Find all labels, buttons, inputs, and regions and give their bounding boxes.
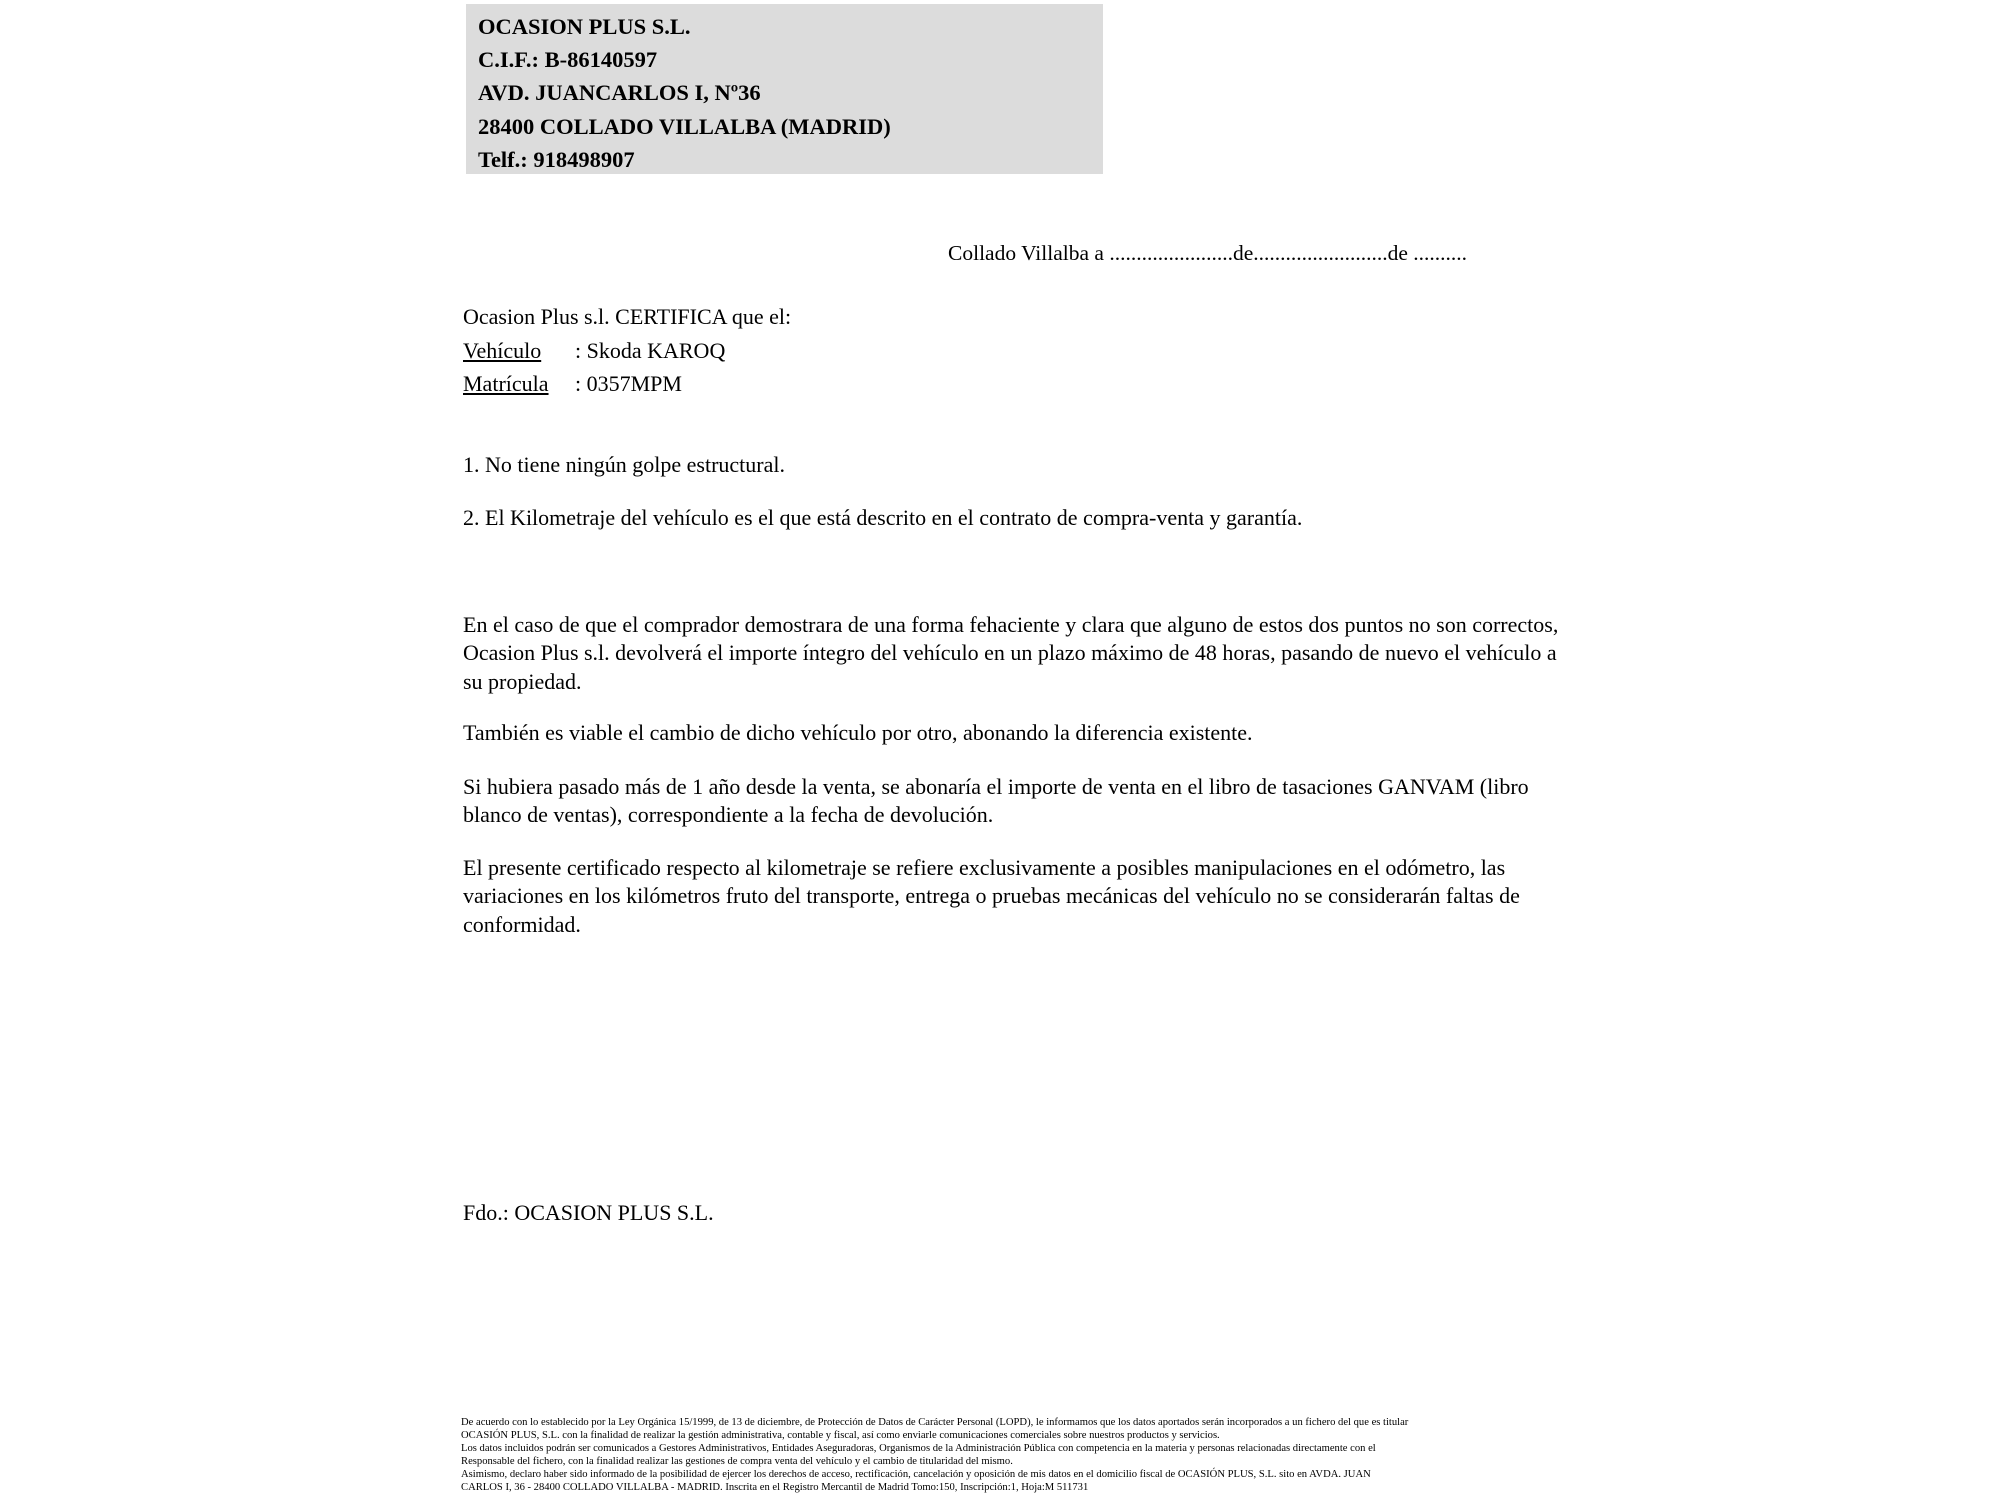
ganvam-paragraph: Si hubiera pasado más de 1 año desde la venta, se abonaría el importe de venta en el libro de tasaciones GANVAM (libro blanco de ventas), correspondiente a la fecha de devolución. bbox=[463, 774, 1529, 828]
signature-line: Fdo.: OCASION PLUS S.L. bbox=[463, 1200, 714, 1225]
legal-line: Asimismo, declaro haber sido informado de la posibilidad de ejercer los derechos de acceso, rectificación, cancelación y oposición de mis datos en el domicilio fiscal de OCASIÓN PLUS, S.L. sito en AVDA. JUAN bbox=[461, 1468, 1371, 1480]
company-address: AVD. JUANCARLOS I, Nº36 bbox=[478, 80, 761, 106]
refund-paragraph: En el caso de que el comprador demostrara de una forma fehaciente y clara que alguno de estos dos puntos no son correctos, Ocasion Plus s.l. devolverá el importe íntegro del vehículo en un plazo máximo de 48 horas, pasando de nuevo el vehículo a su propiedad. bbox=[463, 612, 1559, 694]
condition-1: 1. No tiene ningún golpe estructural. bbox=[463, 452, 785, 477]
vehicle-field bbox=[463, 334, 791, 368]
legal-line: De acuerdo con lo establecido por la Ley Orgánica 15/1999, de 13 de diciembre, de Protección de Datos de Carácter Personal (LOPD), le informamos que los datos aportados serán incorporados a un fichero del que es titular bbox=[461, 1417, 1409, 1428]
certification-intro: Ocasion Plus s.l. CERTIFICA que el: bbox=[463, 304, 792, 329]
company-name: OCASION PLUS S.L. bbox=[478, 14, 691, 39]
vehicle-value: : Skoda KAROQ bbox=[575, 337, 726, 363]
plate-field bbox=[463, 367, 791, 401]
legal-notice bbox=[461, 1417, 1408, 1495]
company-header bbox=[466, 4, 1103, 174]
exchange-paragraph: También es viable el cambio de dicho vehículo por otro, abonando la diferencia existente. bbox=[463, 720, 1253, 745]
date-line: Collado Villalba a .......................de.........................de .......... bbox=[948, 241, 1468, 265]
legal-line: Responsable del fichero, con la finalidad realizar las gestiones de compra venta del vehículo y el cambio de titularidad del mismo. bbox=[461, 1455, 1013, 1467]
condition-2: 2. El Kilometraje del vehículo es el que está descrito en el contrato de compra-venta y garantía. bbox=[463, 505, 1303, 530]
odometer-paragraph: El presente certificado respecto al kilometraje se refiere exclusivamente a posibles manipulaciones en el odómetro, las variaciones en los kilómetros fruto del transporte, entrega o pruebas mecánicas del vehículo no se considerarán faltas de conformidad. bbox=[463, 855, 1520, 937]
certification-block bbox=[463, 300, 791, 401]
company-city: 28400 COLLADO VILLALBA (MADRID) bbox=[478, 113, 891, 139]
plate-value: : 0357MPM bbox=[575, 371, 682, 396]
legal-line: OCASIÓN PLUS, S.L. con la finalidad de realizar la gestión administrativa, contable y fiscal, así como enviarle comunicaciones comerciales sobre nuestros productos y servicios. bbox=[461, 1429, 1220, 1441]
vehicle-label: Vehículo bbox=[463, 337, 542, 363]
legal-line: Los datos incluidos podrán ser comunicados a Gestores Administrativos, Entidades Aseguradoras, Organismos de la Administración Pública con competencia en la materia y personas relacionadas directamente con el bbox=[461, 1442, 1376, 1454]
company-phone: Telf.: 918498907 bbox=[478, 146, 635, 172]
plate-label: Matrícula bbox=[463, 371, 549, 396]
company-cif: C.I.F.: B-86140597 bbox=[478, 47, 658, 73]
legal-line: CARLOS I, 36 - 28400 COLLADO VILLALBA - MADRID. Inscrita en el Registro Mercantil de Madrid Tomo:150, Inscripción:1, Hoja:M 511731 bbox=[461, 1481, 1089, 1493]
